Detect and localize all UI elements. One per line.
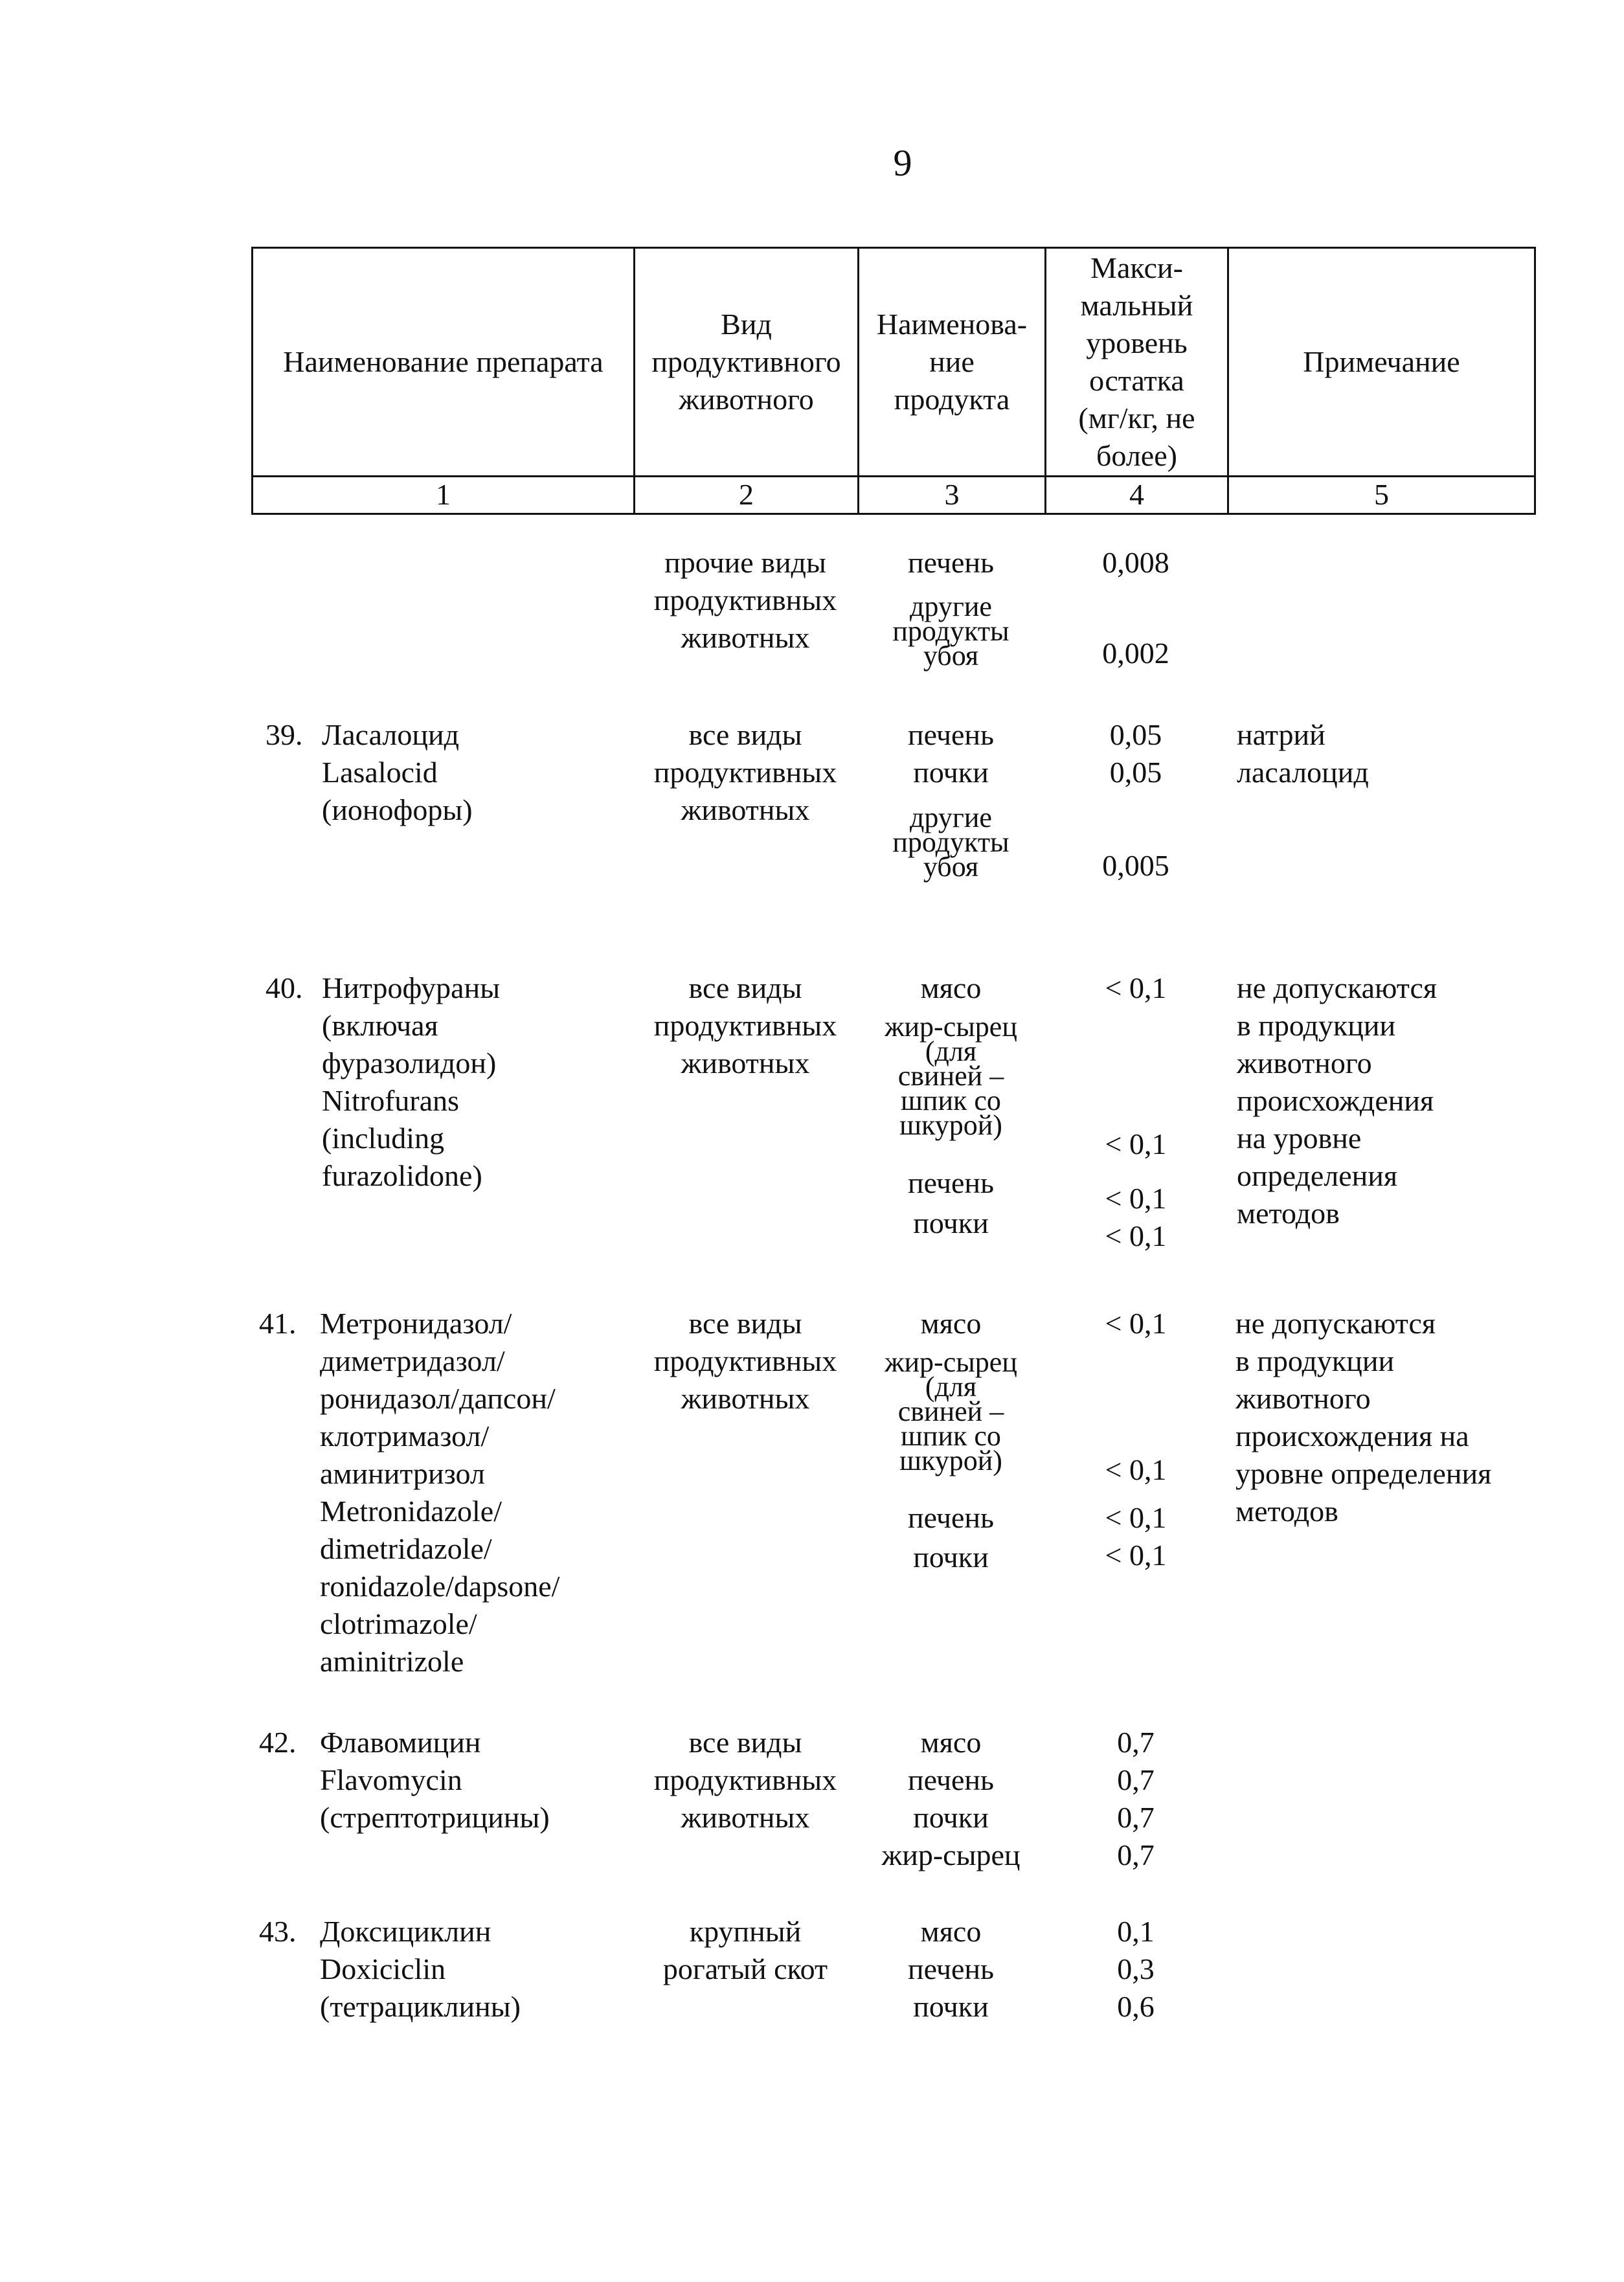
residue-value: < 0,1	[1105, 1127, 1167, 1160]
note-line: натрий	[1237, 718, 1325, 751]
animal-line: крупный	[689, 1915, 802, 1948]
residue-value: < 0,1	[1105, 971, 1167, 1004]
product-line: почки	[913, 1990, 989, 2023]
animal-line: продуктивных	[653, 1009, 837, 1042]
animal-line: все виды	[688, 718, 802, 751]
column-number-5: 5	[1229, 475, 1534, 513]
product-line: жир-сырец	[885, 1011, 1017, 1043]
residue-value: 0,008	[1102, 546, 1169, 579]
column-number-2: 2	[635, 475, 859, 513]
note-line: животного	[1237, 1046, 1372, 1079]
drug-name-line: диметридазол/	[320, 1344, 505, 1377]
drug-name-line: ronidazole/dapsone/	[320, 1570, 560, 1603]
drug-name-line: Flavomycin	[320, 1763, 462, 1796]
animal-line: продуктивных	[653, 1344, 837, 1377]
drug-name-line: aminitrizole	[320, 1645, 464, 1678]
drug-name-line: (тетрациклины)	[320, 1990, 521, 2023]
product-line: шкурой)	[899, 1109, 1002, 1141]
animal-line: животных	[681, 1801, 810, 1834]
animal-line: животных	[681, 1382, 810, 1415]
product-line: другие	[910, 802, 992, 833]
column-number-1: 1	[253, 475, 635, 513]
note-line: методов	[1235, 1495, 1338, 1528]
product-line: печень	[907, 1763, 995, 1796]
product-line: продукты	[892, 615, 1009, 647]
residue-value: < 0,1	[1105, 1453, 1167, 1486]
product-line: жир-сырец	[885, 1346, 1017, 1378]
row-number: 39.	[265, 718, 303, 751]
residue-value: 0,7	[1117, 1838, 1155, 1871]
residue-value: 0,005	[1102, 849, 1169, 882]
header-max-residue: Макси- мальный уровень остатка (мг/кг, не более)	[1046, 249, 1229, 475]
residue-value: 0,7	[1117, 1726, 1155, 1759]
note-line: методов	[1237, 1197, 1340, 1230]
animal-line: продуктивных	[653, 756, 837, 789]
animal-line: животных	[681, 793, 810, 826]
animal-line: все виды	[688, 971, 802, 1004]
row-number: 40.	[265, 971, 303, 1004]
row-number: 41.	[259, 1307, 297, 1340]
product-line: жир-сырец	[881, 1838, 1021, 1871]
product-line: печень	[907, 1501, 995, 1534]
note-line: определения	[1237, 1159, 1398, 1192]
product-line: мясо	[920, 971, 982, 1004]
drug-name-line: клотримазол/	[320, 1419, 490, 1452]
drug-name-line: (стрептотрицины)	[320, 1801, 550, 1834]
row-number: 43.	[259, 1915, 297, 1948]
header-note: Примечание	[1303, 345, 1460, 378]
note-line: уровне определения	[1235, 1457, 1492, 1490]
animal-line: продуктивных	[653, 1763, 837, 1796]
residue-value: 0,1	[1117, 1915, 1155, 1948]
drug-name-line: Doxiciclin	[320, 1952, 446, 1985]
animal-line: животных	[681, 1046, 810, 1079]
product-line: почки	[913, 1801, 989, 1834]
product-line: почки	[913, 1541, 989, 1574]
animal-line: животных	[681, 621, 810, 654]
product-line: убоя	[923, 640, 979, 672]
residue-value: 0,6	[1117, 1990, 1155, 2023]
product-line: убоя	[923, 851, 979, 883]
product-line: (для	[925, 1035, 977, 1067]
residue-value: < 0,1	[1105, 1307, 1167, 1340]
column-number-3: 3	[859, 475, 1046, 513]
residue-value: < 0,1	[1105, 1182, 1167, 1215]
residue-value: < 0,1	[1105, 1539, 1167, 1572]
residue-value: < 0,1	[1105, 1219, 1167, 1252]
product-line: почки	[913, 756, 989, 789]
drug-name-line: furazolidone)	[322, 1159, 482, 1192]
drug-name-line: (ионофоры)	[322, 793, 473, 826]
product-line: мясо	[920, 1307, 982, 1340]
animal-line: все виды	[688, 1307, 802, 1340]
note-line: животного	[1235, 1382, 1371, 1415]
drug-name-line: аминитризол	[320, 1457, 485, 1490]
drug-name-line: Ласалоцид	[322, 718, 460, 751]
animal-line: продуктивных	[653, 583, 837, 616]
product-line: свиней –	[897, 1395, 1004, 1427]
residue-value: 0,05	[1109, 718, 1162, 751]
product-line: другие	[910, 591, 992, 622]
note-line: происхождения на	[1235, 1419, 1469, 1452]
product-line: (для	[925, 1371, 977, 1403]
animal-line: рогатый скот	[662, 1952, 828, 1985]
page-number: 9	[893, 142, 912, 184]
drug-name-line: clotrimazole/	[320, 1607, 477, 1640]
header-drug-name: Наименование препарата	[253, 249, 635, 475]
row-number: 42.	[259, 1726, 297, 1759]
product-line: печень	[907, 546, 995, 579]
residue-value: 0,7	[1117, 1763, 1155, 1796]
drug-name-line: Метронидазол/	[320, 1307, 512, 1340]
drug-name-line: dimetridazole/	[320, 1532, 492, 1565]
residue-value: < 0,1	[1105, 1501, 1167, 1534]
residue-value: 0,3	[1117, 1952, 1155, 1985]
product-line: шкурой)	[899, 1445, 1002, 1476]
drug-name-line: Metronidazole/	[320, 1495, 502, 1528]
drug-name-line: Доксициклин	[320, 1915, 491, 1948]
product-line: мясо	[920, 1726, 982, 1759]
note-line: не допускаются	[1235, 1307, 1436, 1340]
product-line: печень	[907, 1166, 995, 1199]
drug-name-line: Lasalocid	[322, 756, 438, 789]
product-line: шпик со	[901, 1085, 1001, 1116]
drug-name-line: ронидазол/дапсон/	[320, 1382, 556, 1415]
residue-value: 0,002	[1102, 637, 1169, 670]
note-line: ласалоцид	[1237, 756, 1369, 789]
note-line: происхождения	[1237, 1084, 1434, 1117]
animal-line: прочие виды	[664, 546, 826, 579]
residue-value: 0,05	[1109, 756, 1162, 789]
product-line: продукты	[892, 826, 1009, 858]
product-line: свиней –	[897, 1060, 1004, 1092]
drug-name-line: Nitrofurans	[322, 1084, 460, 1117]
product-line: почки	[913, 1206, 989, 1239]
product-line: печень	[907, 718, 995, 751]
note-line: в продукции	[1235, 1344, 1395, 1377]
drug-name-line: Флавомицин	[320, 1726, 481, 1759]
residue-value: 0,7	[1117, 1801, 1155, 1834]
note-line: в продукции	[1237, 1009, 1396, 1042]
drug-name-line: Нитрофураны	[322, 971, 501, 1004]
header-animal-type: Вид продуктивного животного	[635, 249, 859, 475]
drug-name-line: фуразолидон)	[322, 1046, 497, 1079]
animal-line: все виды	[688, 1726, 802, 1759]
column-number-4: 4	[1046, 475, 1229, 513]
table-header	[251, 247, 1536, 515]
product-line: печень	[907, 1952, 995, 1985]
note-line: не допускаются	[1237, 971, 1438, 1004]
drug-name-line: (включая	[322, 1009, 438, 1042]
drug-name-line: (including	[322, 1122, 445, 1155]
product-line: шпик со	[901, 1420, 1001, 1452]
header-product-name: Наименова- ние продукта	[859, 249, 1046, 475]
product-line: мясо	[920, 1915, 982, 1948]
note-line: на уровне	[1237, 1122, 1362, 1155]
